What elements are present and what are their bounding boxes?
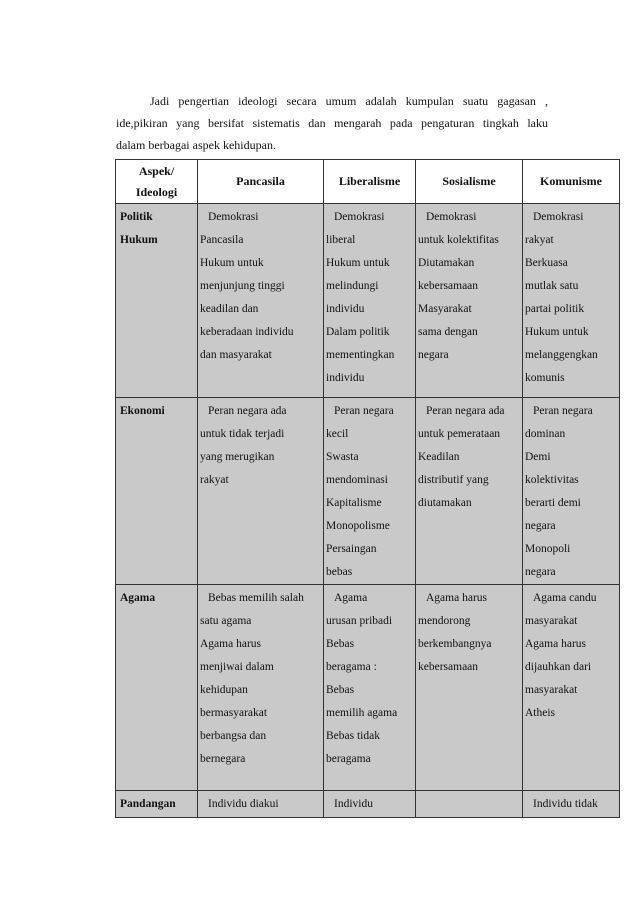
cell-text-line: menjunjung tinggi	[200, 280, 285, 292]
cell-text-line: mendominasi	[326, 474, 388, 486]
cell-pancasila	[198, 585, 324, 791]
cell-text-line: kehidupan	[200, 684, 248, 696]
cell-text-line: satu agama	[200, 615, 252, 627]
cell-text-line: mutlak satu	[525, 280, 579, 292]
intro-line-1: Jadi pengertian ideologi secara umum adalah kumpulan suatu gagasan ,	[150, 94, 548, 108]
header-liberalisme: Liberalisme	[324, 160, 416, 204]
cell-text-line: Atheis	[525, 707, 556, 719]
ideology-comparison-table	[115, 159, 620, 818]
cell-komunisme	[523, 398, 620, 585]
cell-sosialisme	[416, 791, 523, 818]
cell-text-line: Agama candu	[533, 592, 597, 604]
cell-text-line: berbangsa dan	[200, 730, 267, 742]
cell-text-line: bernegara	[200, 753, 246, 765]
cell-liberalisme	[324, 585, 416, 791]
cell-text-line: Peran negara ada	[426, 405, 505, 417]
cell-text-line: untuk kolektifitas	[418, 234, 499, 246]
aspect-label: Agama	[120, 592, 156, 604]
cell-text-line: Persaingan	[326, 543, 377, 555]
cell-text-line: Demokrasi	[426, 211, 477, 223]
aspect-cell-agama	[116, 585, 198, 791]
cell-komunisme	[523, 585, 620, 791]
cell-text-line: beragama	[326, 753, 371, 765]
cell-text-line: yang merugikan	[200, 451, 275, 463]
cell-text-line: rakyat	[200, 474, 229, 486]
aspect-cell-pandangan	[116, 791, 198, 818]
cell-text-line: Bebas	[326, 638, 355, 650]
cell-text-line: negara	[525, 520, 556, 532]
cell-sosialisme	[416, 204, 523, 398]
cell-text-line: masyarakat	[525, 615, 578, 627]
cell-text-line: Monopoli	[525, 543, 571, 555]
cell-liberalisme	[324, 791, 416, 818]
cell-text-line: individu	[326, 372, 365, 384]
cell-text-line: untuk tidak terjadi	[200, 428, 285, 440]
cell-text-line: dan masyarakat	[200, 349, 272, 361]
cell-text-line: berarti demi	[525, 497, 581, 509]
cell-text-line: melanggengkan	[525, 349, 598, 361]
cell-text-line: Peran negara	[334, 405, 394, 417]
cell-text-line: diutamakan	[418, 497, 472, 509]
cell-text-line: menjiwai dalam	[200, 661, 274, 673]
table-row	[116, 791, 620, 818]
cell-text-line: negara	[525, 566, 556, 578]
cell-text-line: Hukum untuk	[326, 257, 390, 269]
cell-text-line: urusan pribadi	[326, 615, 393, 627]
cell-text-line: Agama harus	[200, 638, 261, 650]
cell-text-line: Agama harus	[426, 592, 487, 604]
cell-text-line: Individu	[334, 798, 373, 810]
cell-text-line: komunis	[525, 372, 565, 384]
cell-text-line: kecil	[326, 428, 349, 440]
header-pancasila: Pancasila	[198, 160, 324, 204]
header-sosialisme: Sosialisme	[416, 160, 523, 204]
cell-text-line: Demokrasi	[533, 211, 584, 223]
cell-text-line: berkembangnya	[418, 638, 492, 650]
cell-text-line: partai politik	[525, 303, 585, 315]
table-row	[116, 204, 620, 398]
intro-paragraph	[116, 90, 548, 156]
cell-text-line: Bebas memilih salah	[208, 592, 304, 604]
aspect-label: Hukum	[120, 234, 158, 246]
cell-text-line: kebersamaan	[418, 280, 479, 292]
cell-text-line: kolektivitas	[525, 474, 579, 486]
cell-text-line: bebas	[326, 566, 353, 578]
cell-text-line: Dalam politik	[326, 326, 390, 338]
cell-text-line: Masyarakat	[418, 303, 472, 315]
cell-text-line: beragama :	[326, 661, 377, 673]
cell-text-line: Diutamakan	[418, 257, 475, 269]
aspect-label: Politik	[120, 211, 153, 223]
header-aspek-line1: Aspek/	[138, 163, 175, 178]
cell-text-line: individu	[326, 303, 365, 315]
cell-text-line: mementingkan	[326, 349, 395, 361]
cell-text-line: Keadilan	[418, 451, 460, 463]
cell-text-line: Demokrasi	[334, 211, 385, 223]
cell-liberalisme	[324, 398, 416, 585]
cell-text-line: Hukum untuk	[525, 326, 589, 338]
cell-text-line: Hukum untuk	[200, 257, 264, 269]
intro-line-3: dalam berbagai aspek kehidupan.	[116, 138, 276, 152]
cell-text-line: Bebas	[326, 684, 355, 696]
cell-pancasila	[198, 398, 324, 585]
cell-pancasila	[198, 204, 324, 398]
table-row	[116, 585, 620, 791]
header-komunisme: Komunisme	[523, 160, 620, 204]
cell-text-line: Agama harus	[525, 638, 586, 650]
cell-sosialisme	[416, 398, 523, 585]
cell-text-line: Demi	[525, 451, 551, 463]
aspect-label: Pandangan	[120, 798, 176, 810]
cell-text-line: Individu diakui	[208, 798, 279, 810]
cell-text-line: keberadaan individu	[200, 326, 294, 338]
cell-sosialisme	[416, 585, 523, 791]
cell-text-line: rakyat	[525, 234, 554, 246]
intro-line-2: ide,pikiran yang bersifat sistematis dan mengarah pada pengaturan tingkah laku	[116, 116, 548, 130]
cell-text-line: Individu tidak	[533, 798, 598, 810]
cell-text-line: kebersamaan	[418, 661, 479, 673]
cell-text-line: memilih agama	[326, 707, 398, 719]
cell-text-line: Agama	[334, 592, 368, 604]
cell-text-line: Bebas tidak	[326, 730, 380, 742]
cell-text-line: sama dengan	[418, 326, 478, 338]
cell-text-line: Peran negara	[533, 405, 593, 417]
cell-text-line: dominan	[525, 428, 566, 440]
cell-text-line: melindungi	[326, 280, 379, 292]
cell-komunisme	[523, 204, 620, 398]
cell-text-line: negara	[418, 349, 449, 361]
cell-text-line: Kapitalisme	[326, 497, 382, 509]
cell-text-line: Demokrasi	[208, 211, 259, 223]
table-row	[116, 398, 620, 585]
table-header-row	[116, 160, 620, 204]
cell-liberalisme	[324, 204, 416, 398]
cell-pancasila	[198, 791, 324, 818]
header-aspek-line2: Ideologi	[135, 184, 178, 199]
cell-text-line: Berkuasa	[525, 257, 568, 269]
cell-text-line: keadilan dan	[200, 303, 259, 315]
cell-text-line: untuk pemerataan	[418, 428, 501, 440]
aspect-cell-politik	[116, 204, 198, 398]
cell-text-line: Pancasila	[200, 234, 244, 246]
cell-komunisme	[523, 791, 620, 818]
header-aspek	[116, 160, 198, 204]
cell-text-line: masyarakat	[525, 684, 578, 696]
cell-text-line: bermasyarakat	[200, 707, 268, 719]
cell-text-line: mendorong	[418, 615, 471, 627]
cell-text-line: dijauhkan dari	[525, 661, 592, 673]
cell-text-line: Peran negara ada	[208, 405, 287, 417]
cell-text-line: Swasta	[326, 451, 359, 463]
aspect-cell-ekonomi	[116, 398, 198, 585]
cell-text-line: distributif yang	[418, 474, 489, 486]
cell-text-line: liberal	[326, 234, 356, 246]
cell-text-line: Monopolisme	[326, 520, 390, 532]
aspect-label: Ekonomi	[120, 405, 165, 417]
